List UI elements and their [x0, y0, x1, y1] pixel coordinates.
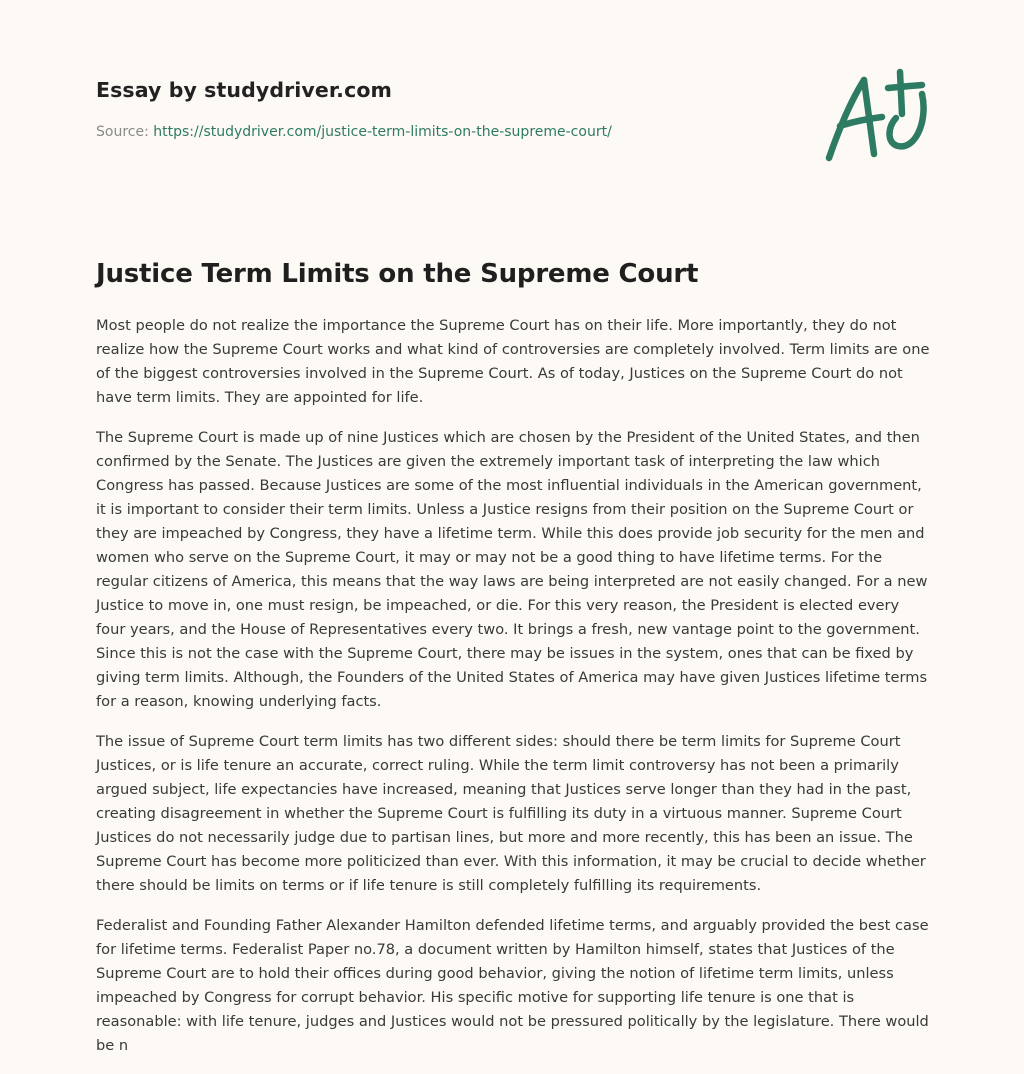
- essay-body: [96, 314, 932, 1074]
- source-label: Source:: [96, 124, 149, 140]
- source-link[interactable]: https://studydriver.com/justice-term-limits-on-the-supreme-court/: [153, 124, 612, 140]
- brand-title: Essay by studydriver.com: [96, 78, 392, 102]
- essay-paragraph-2: The Supreme Court is made up of nine Justices which are chosen by the President of the United States, and then confirmed by the Senate. The Justices are given the extremely important task of interpreting the law which Congress has passed. Because Justices are some of the most influential individuals in the American government, it is important to consider their term limits. Unless a Justice resigns from their position on the Supreme Court or they are impeached by Congress, they have a lifetime term. While this does provide job security for the men and women who serve on the Supreme Court, it may or may not be a good thing to have lifetime terms. For the regular citizens of America, this means that the way laws are being interpreted are not easily changed. For a new Justice to move in, one must resign, be impeached, or die. For this very reason, the President is elected every four years, and the House of Representatives every two. It brings a fresh, new vantage point to the government. Since this is not the case with the Supreme Court, there may be issues in the system, ones that can be fixed by giving term limits. Although, the Founders of the United States of America may have given Justices lifetime terms for a reason, knowing underlying facts.: [96, 429, 928, 710]
- essay-paragraph-1: Most people do not realize the importance the Supreme Court has on their life. More importantly, they do not realize how the Supreme Court works and what kind of controversies are completely involved. Term limits are one of the biggest controversies involved in the Supreme Court. As of today, Justices on the Supreme Court do not have term limits. They are appointed for life.: [96, 317, 930, 406]
- source-line: [96, 122, 796, 142]
- essay-paragraph-4: Federalist and Founding Father Alexander Hamilton defended lifetime terms, and arguably provided the best case for lifetime terms. Federalist Paper no.78, a document written by Hamilton himself, states that Justices of the Supreme Court are to hold their offices during good behavior, giving the notion of lifetime term limits, unless impeached by Congress for corrupt behavior. His specific motive for supporting life tenure is one that is reasonable: with life tenure, judges and Justices would not be pressured politically by the legislature. There would be n: [96, 917, 929, 1054]
- essay-title: Justice Term Limits on the Supreme Court: [96, 259, 699, 289]
- essay-paragraph-3: The issue of Supreme Court term limits has two different sides: should there be term limits for Supreme Court Justices, or is life tenure an accurate, correct ruling. While the term limit controversy has not been a primarily argued subject, life expectancies have increased, meaning that Justices serve longer than they had in the past, creating disagreement in whether the Supreme Court is fulfilling its duty in a virtuous manner. Supreme Court Justices do not necessarily judge due to partisan lines, but more and more recently, this has been an issue. The Supreme Court has become more politicized than ever. With this information, it may be crucial to decide whether there should be limits on terms or if life tenure is still completely fulfilling its requirements.: [96, 733, 926, 894]
- a-plus-logo-icon: [818, 62, 930, 166]
- document-header: [96, 74, 796, 142]
